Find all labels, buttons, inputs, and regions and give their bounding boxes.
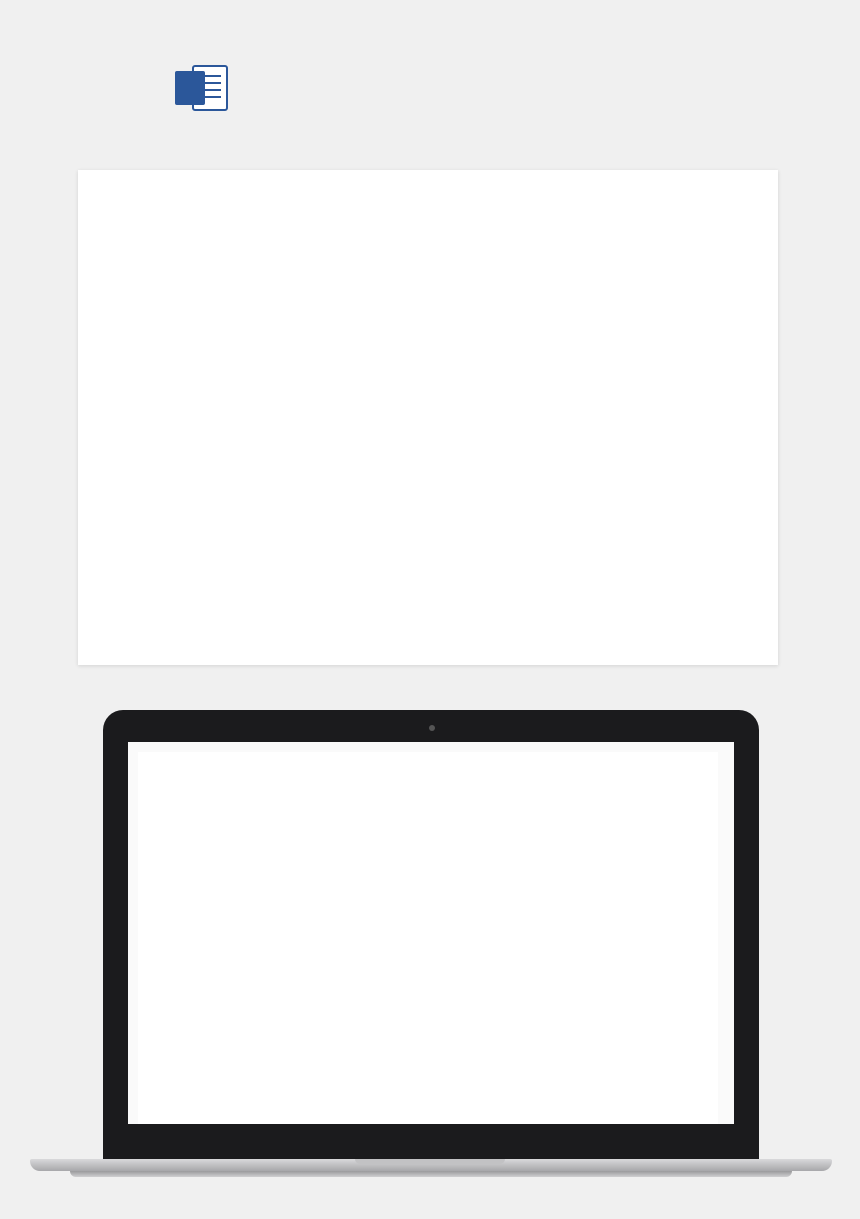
word-document-icon (173, 62, 231, 114)
subtitle (276, 102, 348, 122)
laptop-base-shadow (70, 1171, 792, 1177)
laptop-screen (128, 742, 734, 1124)
camera-icon (429, 725, 435, 731)
document-preview (78, 170, 778, 665)
laptop-notch (355, 1159, 505, 1164)
screen-document (138, 752, 718, 1124)
